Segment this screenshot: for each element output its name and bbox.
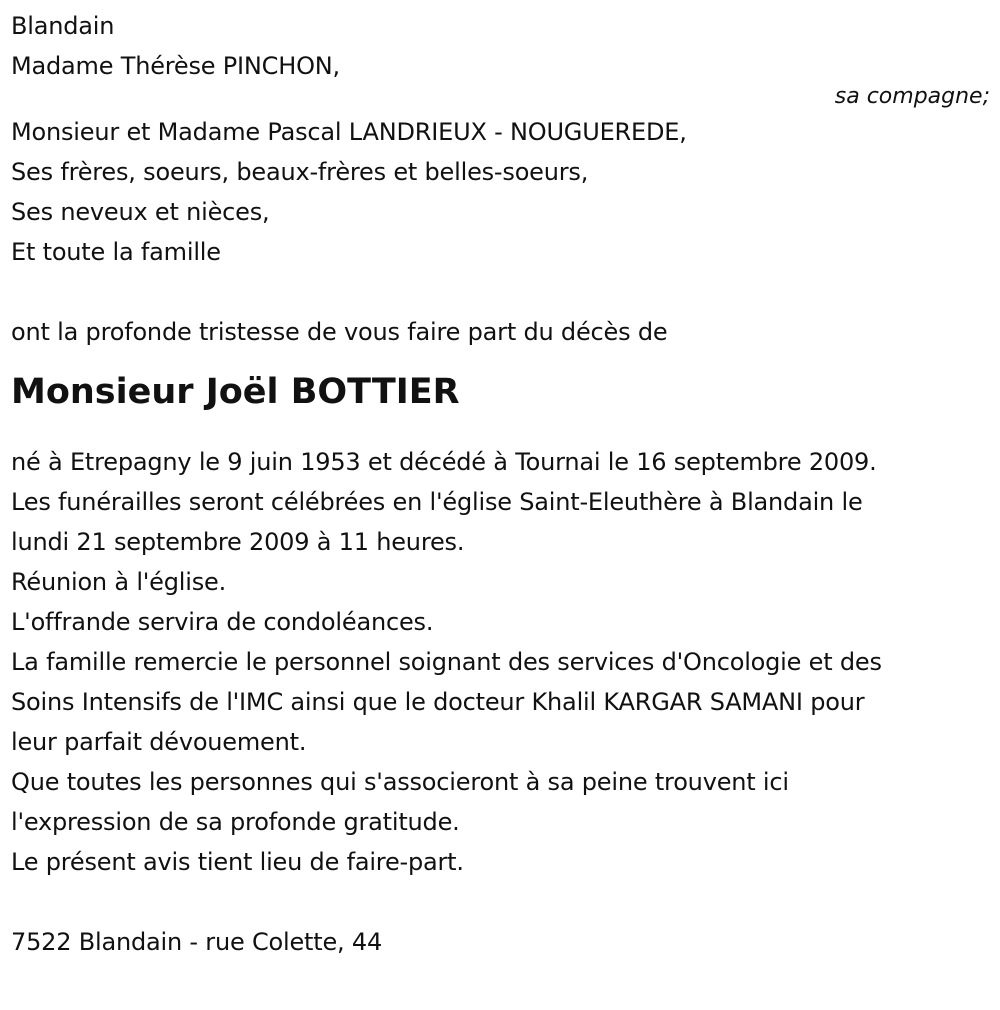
notice-body xyxy=(11,442,996,882)
body-line: Réunion à l'église. xyxy=(11,568,227,596)
body-line: La famille remercie le personnel soignant des services d'Oncologie et des xyxy=(11,648,882,676)
body-line: Que toutes les personnes qui s'associeront à sa peine trouvent ici xyxy=(11,768,789,796)
deceased-name-heading: Monsieur Joël BOTTIER xyxy=(11,372,460,412)
spacer xyxy=(11,882,996,922)
obituary-notice xyxy=(11,0,996,962)
body-line: L'offrande servira de condoléances. xyxy=(11,608,434,636)
body-line: Soins Intensifs de l'IMC ainsi que le docteur Khalil KARGAR SAMANI pour xyxy=(11,688,865,716)
family-list xyxy=(11,112,996,272)
spouse-name-line: Madame Thérèse PINCHON, xyxy=(11,52,340,80)
body-line: Les funérailles seront célébrées en l'église Saint-Eleuthère à Blandain le xyxy=(11,488,863,516)
location-line: Blandain xyxy=(11,12,115,40)
body-line: l'expression de sa profonde gratitude. xyxy=(11,808,460,836)
body-line: né à Etrepagny le 9 juin 1953 et décédé à Tournai le 16 septembre 2009. xyxy=(11,448,877,476)
body-line: Le présent avis tient lieu de faire-part. xyxy=(11,848,464,876)
family-line: Monsieur et Madame Pascal LANDRIEUX - NOUGUEREDE, xyxy=(11,118,687,146)
announcement-line: ont la profonde tristesse de vous faire part du décès de xyxy=(11,318,668,346)
family-line: Ses neveux et nièces, xyxy=(11,198,270,226)
spouse-relation-note: sa compagne; xyxy=(834,84,990,109)
body-line: leur parfait dévouement. xyxy=(11,728,307,756)
family-line: Et toute la famille xyxy=(11,238,221,266)
body-line: lundi 21 septembre 2009 à 11 heures. xyxy=(11,528,465,556)
spacer xyxy=(11,272,996,312)
address-line: 7522 Blandain - rue Colette, 44 xyxy=(11,928,383,956)
family-line: Ses frères, soeurs, beaux-frères et belles-soeurs, xyxy=(11,158,589,186)
